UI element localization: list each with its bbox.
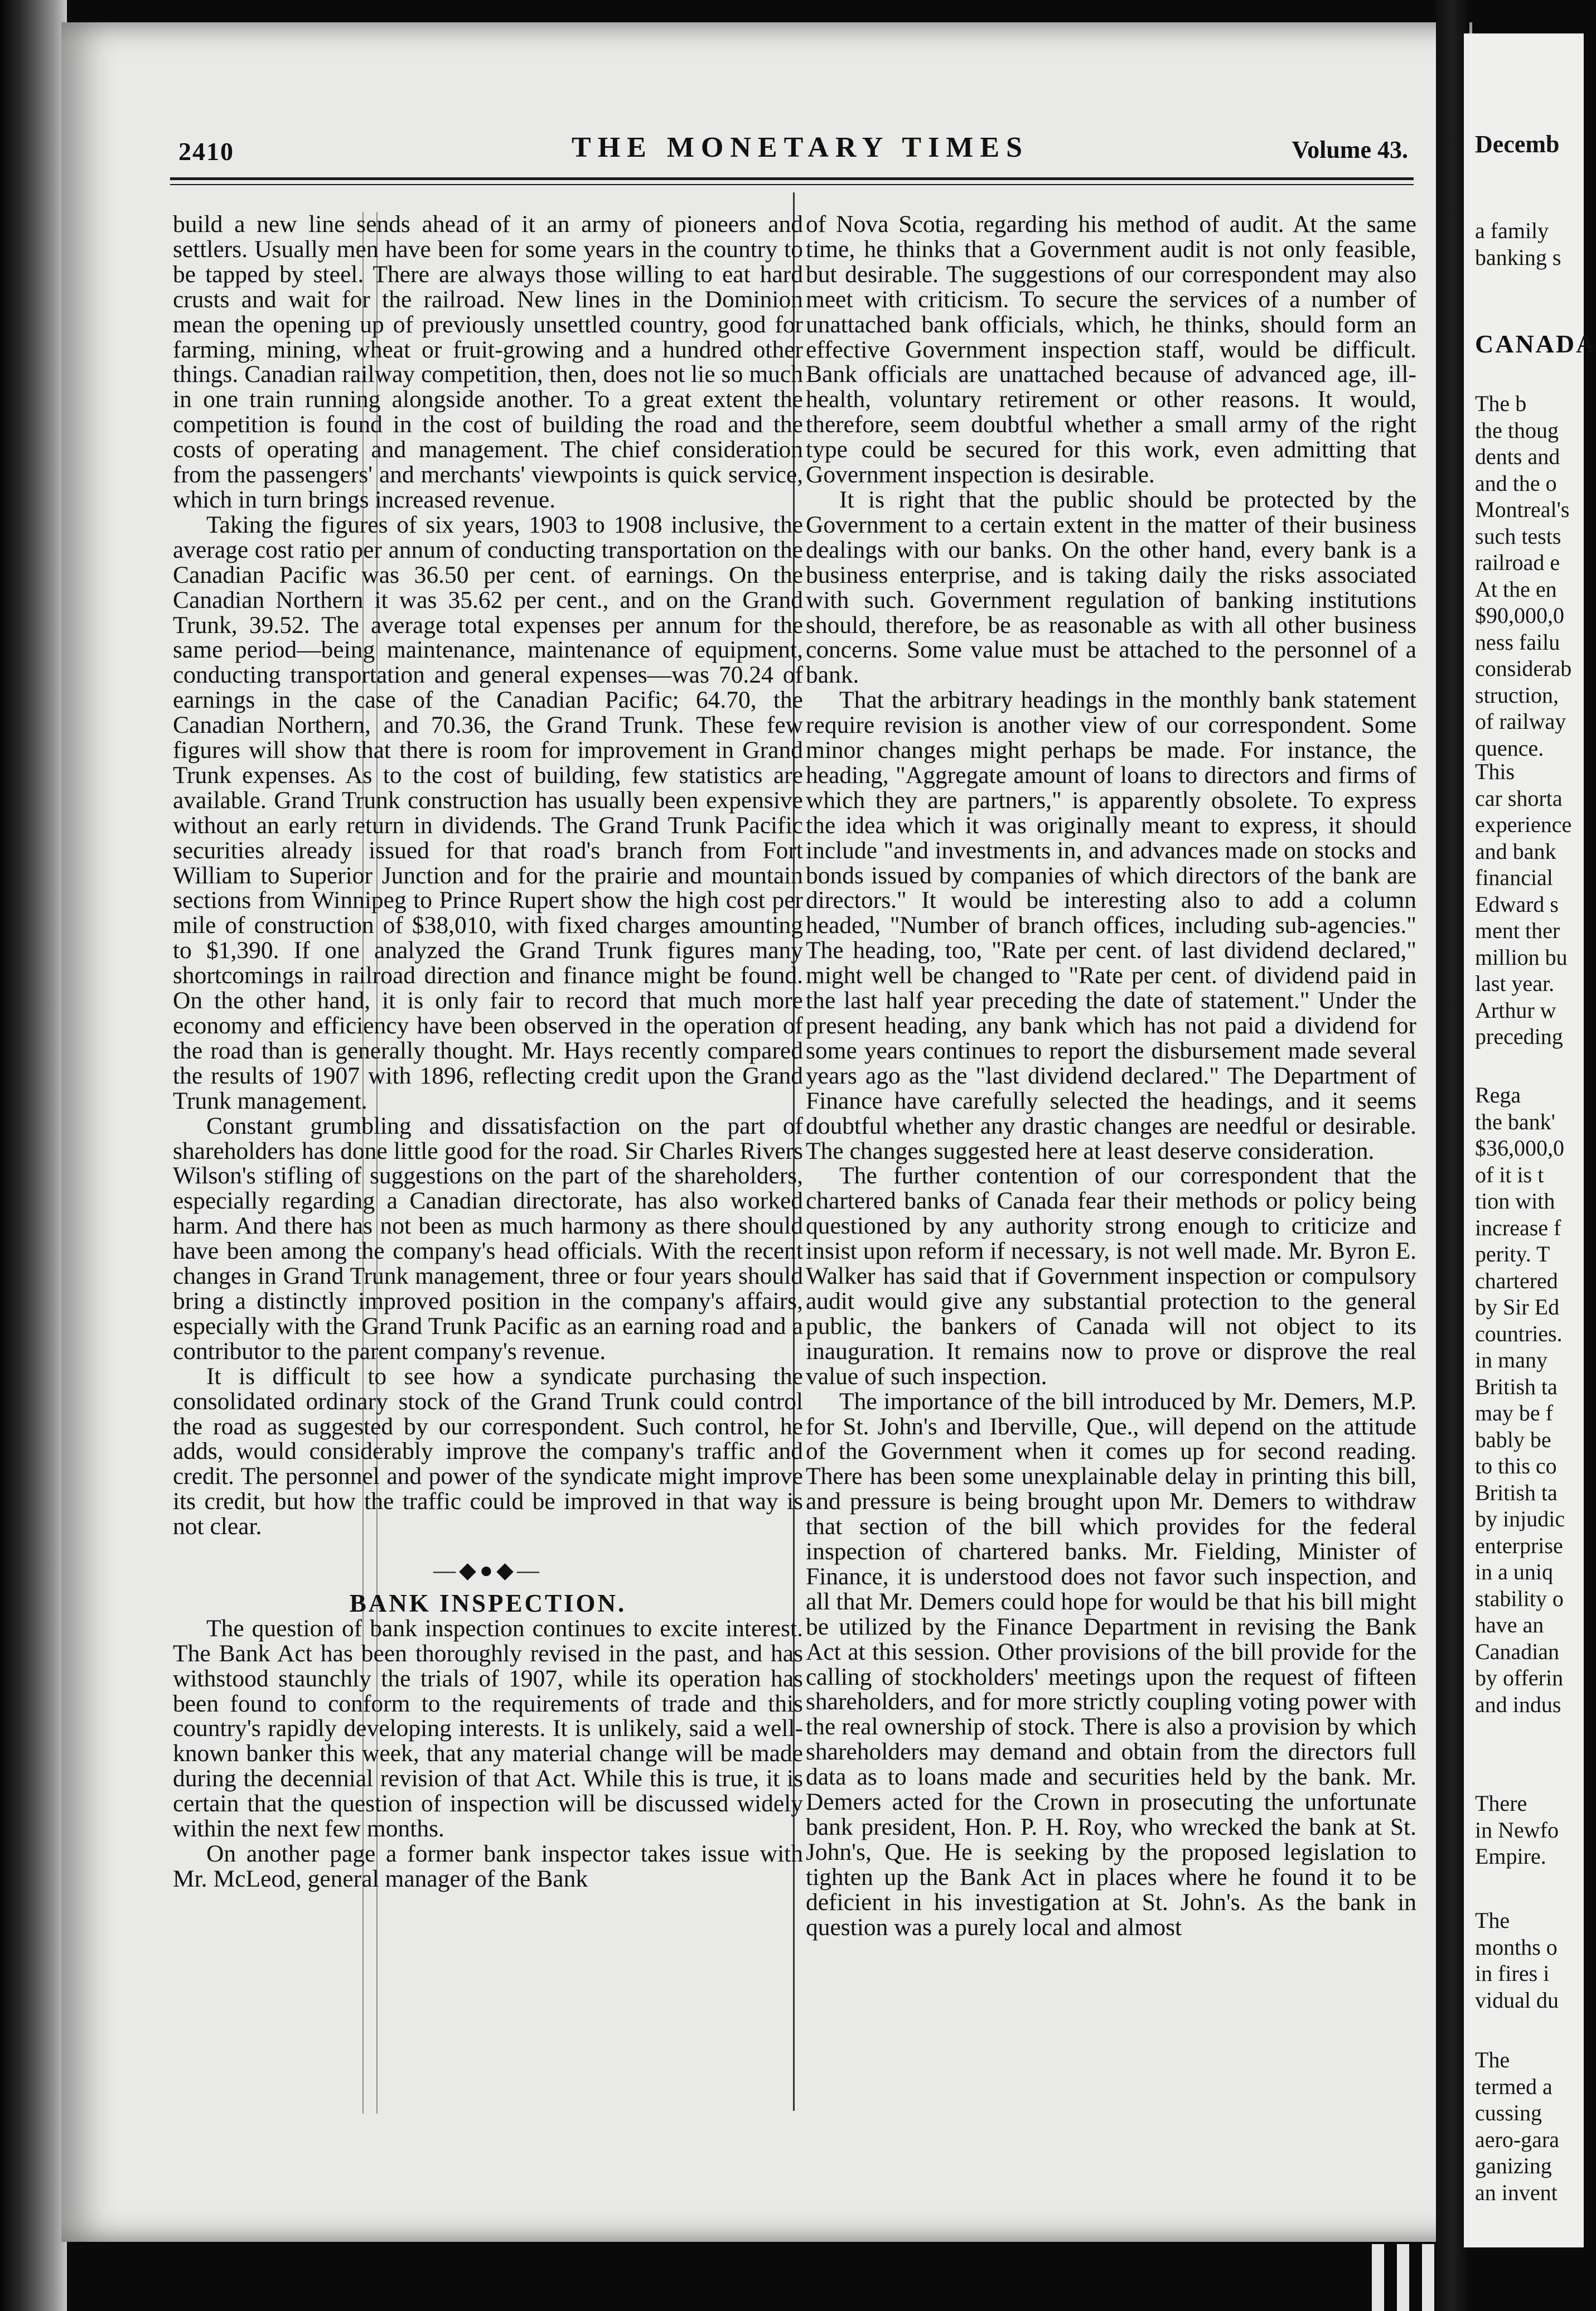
paragraph: The importance of the bill introduced by Mr. Demers, M.P. for St. John's and Iberville, Que., will depend on the attitude of the Government when it comes up for second reading. There has been some unexplainable delay in printing this bill, and pressure is being brought upon Mr. Demers to withdraw that section of the bill which provides for the federal inspection of chartered banks. Mr. Fielding, Minister of Finance, it is understood does not favor such inspection, and all that Mr. Demers could hope for would be that his bill might be utilized by the Finance Department in revising the Bank Act at this session. Other provisions of the bill provide for the calling of stockholders' meetings upon the request of fifteen shareholders, and for more strictly coupling voting power with the real ownership of stock. There is also a provision by which shareholders may demand and obtain from the directors full data as to loans made and securities held by the bank. Mr. Demers acted for the Crown in prosecuting the unfortunate bank president, Hon. P. H. Roy, who wrecked the bank at St. John's, Que. He is seeking by the proposed legislation to tighten up the Bank Act in places where he found it to be deficient in his investigation at St. John's. As the bank in question was a purely local and almost [806, 1387, 1416, 1941]
paragraph: build a new line sends ahead of it an army of pioneers and settlers. Usually men have been for some years in the country to be tapped by steel. There are always those willing to eat hard crusts and wait for the railroad. New lines in the Dominion mean the opening up of previously unsettled country, good for farming, mining, wheat or fruit-growing and a hundred other things. Canadian railway competition, then, does not lie so much in one train running alongside another. To a great extent the competition is found in the cost of building the road and the costs of operating and management. The chief consideration from the passengers' and merchants' viewpoints is quick service, which in turn brings increased revenue. [173, 211, 803, 513]
next-page-line: in Newfo [1475, 1817, 1559, 1843]
paragraph: The further contention of our correspondent that the chartered banks of Canada fear their methods or policy being questioned by any authority strong enough to criticize and insist upon reform if necessary, is not well made. Mr. Byron E. Walker has said that if Government inspection or compulsory audit would give any substantial protection to the general public, the bankers of Canada will not object to its inauguration. It remains now to prove or disprove the real value of such inspection. [806, 1162, 1416, 1390]
next-page-line: the bank' [1475, 1109, 1555, 1134]
section-heading: BANK INSPECTION. [349, 1589, 627, 1617]
next-page-line: railroad e [1475, 550, 1560, 575]
next-page-line: by offerin [1475, 1665, 1564, 1690]
next-page-line: This [1475, 759, 1515, 784]
next-page-line: aero-gara [1475, 2126, 1559, 2152]
next-page-line: Arthur w [1475, 997, 1556, 1023]
next-page-line: the thoug [1475, 417, 1559, 443]
next-page-line: increase f [1475, 1215, 1561, 1240]
next-page-line: in many [1475, 1347, 1547, 1372]
next-page-line: million bu [1475, 944, 1568, 970]
next-page-line: in a uniq [1475, 1559, 1553, 1584]
next-page-line: ness failu [1475, 629, 1560, 655]
next-page-line: have an [1475, 1612, 1544, 1637]
next-page-line: an invent [1475, 2179, 1558, 2205]
paragraph: The question of bank inspection continues to excite interest. The Bank Act has been thoroughly revised in the past, and has withstood staunchly the trials of 1907, while its operation has been found to conform to the requirements of trade and this country's rapidly developing interests. It is unlikely, said a well-known banker this week, that any material change will be made during the decennial revision of that Act. While this is true, it is certain that the question of inspection will be discussed widely within the next few months. [173, 1614, 803, 1843]
next-page-line: may be f [1475, 1400, 1553, 1425]
next-page-section-heading: CANADA [1475, 330, 1596, 358]
next-page-line: termed a [1475, 2073, 1553, 2099]
next-page-line: British ta [1475, 1374, 1558, 1399]
header-rule [170, 177, 1414, 180]
left-column [173, 212, 803, 2125]
next-page-line: and bank [1475, 838, 1556, 864]
next-page-line: The [1475, 1908, 1510, 1933]
paragraph: It is difficult to see how a syndicate purchasing the consolidated ordinary stock of the Grand Trunk could control the road as suggested by our correspondent. Such control, he adds, would considerably improve the company's traffic and credit. The personnel and power of the syndicate might improve its credit, but how the traffic could be improved in that way is not clear. [173, 1362, 803, 1540]
next-page-line: enterprise [1475, 1532, 1563, 1558]
next-page-line: cussing [1475, 2100, 1542, 2125]
next-page-line: and indus [1475, 1691, 1561, 1717]
next-page-line: considerab [1475, 656, 1572, 681]
next-page-line: The b [1475, 391, 1527, 416]
next-page-line: Canadian [1475, 1638, 1560, 1664]
next-page-line: quence. [1475, 735, 1544, 761]
next-page-line: experience [1475, 812, 1572, 837]
next-page-line: by injudic [1475, 1506, 1565, 1531]
binding-bars [1366, 2244, 1444, 2311]
next-page-line: Empire. [1475, 1844, 1546, 1869]
next-page-header: Decemb [1475, 130, 1560, 158]
next-page-fragment [1464, 33, 1596, 2247]
volume-label: Volume 43. [1292, 136, 1408, 163]
next-page-line: $36,000,0 [1475, 1135, 1564, 1161]
paragraph: On another page a former bank inspector takes issue with Mr. McLeod, general manager of the Bank [173, 1840, 803, 1892]
next-page-line: bably be [1475, 1427, 1551, 1452]
next-page-line: vidual du [1475, 1987, 1559, 2013]
paragraph: It is right that the public should be protected by the Government to a certain extent in the matter of their business dealings with our banks. On the other hand, every bank is a business enterprise, and is taking daily the risks associated with such. Government regulation of banking institutions should, therefore, be as reasonable as with all other business concerns. Some value must be attached to the personnel of a bank. [806, 486, 1416, 689]
paragraph: Constant grumbling and dissatisfaction on the part of shareholders has done little good for the road. Sir Charles Rivers Wilson's stifling of suggestions on the part of the shareholders, especially regarding a Canadian directorate, has also worked harm. And there has not been as much harmony as there should have been among the company's head officials. With the recent changes in Grand Trunk management, three or four years should bring a distinctly improved position in the company's affairs, especially with the Grand Trunk Pacific as an earning road and a contributor to the parent company's revenue. [173, 1112, 803, 1365]
next-page-line: tion with [1475, 1188, 1555, 1213]
next-page-line: a family [1475, 218, 1549, 243]
next-page-line: There [1475, 1791, 1527, 1816]
next-page-line: Montreal's [1475, 497, 1570, 522]
next-page-line: banking s [1475, 245, 1561, 270]
next-page-line: countries. [1475, 1321, 1563, 1346]
next-page-line: The [1475, 2047, 1510, 2072]
next-page-line: such tests [1475, 523, 1561, 549]
next-page-line: perity. T [1475, 1241, 1550, 1266]
next-page-line: struction, [1475, 682, 1559, 708]
next-page-line: to this co [1475, 1453, 1557, 1478]
next-page-line: last year. [1475, 971, 1555, 996]
next-page-line: by Sir Ed [1475, 1294, 1560, 1319]
section-ornament: —◆●◆— [433, 1558, 543, 1583]
publication-title: THE MONETARY TIMES [572, 132, 1029, 163]
next-page-line: Edward s [1475, 891, 1559, 917]
page-number: 2410 [178, 137, 234, 166]
next-page-line: preceding [1475, 1024, 1563, 1049]
book-spine-shadow [0, 0, 67, 2311]
next-page-line: British ta [1475, 1480, 1558, 1505]
next-page-line: car shorta [1475, 785, 1563, 811]
running-header [178, 131, 1422, 170]
next-page-line: of railway [1475, 709, 1566, 734]
next-page-line: financial [1475, 865, 1553, 890]
next-page-line: ment ther [1475, 918, 1560, 943]
next-page-line: dents and [1475, 444, 1560, 469]
next-page-line: ganizing [1475, 2153, 1552, 2178]
next-page-line: At the en [1475, 576, 1557, 602]
paragraph: of Nova Scotia, regarding his method of audit. At the same time, he thinks that a Government audit is not only feasible, but desirable. The suggestions of our correspondent may also meet with criticism. To secure the services of a number of unattached bank officials, which, he thinks, should form an effective Government inspection staff, would be difficult. Bank officials are unattached because of advanced age, ill-health, voluntary retirement or other reasons. It would, therefore, seem doubtful whether a small army of the right type could be secured for this work, even admitting that Government inspection is desirable. [806, 211, 1416, 489]
next-page-line: of it is t [1475, 1162, 1544, 1187]
header-rule-thin [170, 184, 1414, 185]
next-page-line: months o [1475, 1934, 1558, 1960]
right-column [806, 212, 1416, 2125]
next-page-line: and the o [1475, 470, 1557, 496]
paragraph: That the arbitrary headings in the monthly bank statement require revision is another view of our correspondent. Some minor changes might perhaps be made. For instance, the heading, "Aggregate amount of loans to directors and firms of which they are partners," is apparently obsolete. To express the idea which it was originally meant to express, it should include "and investments in, and advances made on stocks and bonds issued by companies of which directors of the bank are directors." It would be interesting also to add a column headed, "Number of branch offices, including sub-agencies." The heading, too, "Rate per cent. of last dividend declared," might well be changed to "Rate per cent. of dividend paid in the last half year preceding the date of statement." Under the present heading, any bank which has not paid a dividend for some years continues to report the disbursement made several years ago as the "last dividend declared." The Department of Finance have carefully selected the headings, and it seems doubtful whether any drastic changes are needful or desirable. The changes suggested here at least deserve consideration. [806, 686, 1416, 1164]
next-page-line: chartered [1475, 1268, 1558, 1293]
next-page-line: stability o [1475, 1585, 1564, 1611]
next-page-line: Rega [1475, 1082, 1521, 1108]
paragraph: Taking the figures of six years, 1903 to 1908 inclusive, the average cost ratio per annum of conducting transportation on the Canadian Pacific was 36.50 per cent. of earnings. On the Canadian Northern it was 35.62 per cent., and on the Grand Trunk, 39.52. The average total expenses per annum for the same period—being maintenance, maintenance of equipment, conducting transportation and general expenses—was 70.24 of earnings in the case of the Canadian Pacific; 64.70, the Canadian Northern, and 70.36, the Grand Trunk. These few figures will show that there is room for improvement in Grand Trunk expenses. As to the cost of building, few statistics are available. Grand Trunk construction has usually been expensive without an early return in dividends. The Grand Trunk Pacific securities already issued for that road's branch from Fort William to Superior Junction and for the prairie and mountain sections from Winnipeg to Prince Rupert show the high cost per mile of construction of $38,010, with fixed charges amounting to $1,390. If one analyzed the Grand Trunk figures many shortcomings in railroad direction and finance might be found. On the other hand, it is only fair to record that much more economy and efficiency have been observed in the operation of the road than is generally thought. Mr. Hays recently compared the results of 1907 with 1896, reflecting credit upon the Grand Trunk management. [173, 511, 803, 1114]
next-page-line: in fires i [1475, 1961, 1550, 1986]
next-page-line: $90,000,0 [1475, 603, 1564, 628]
